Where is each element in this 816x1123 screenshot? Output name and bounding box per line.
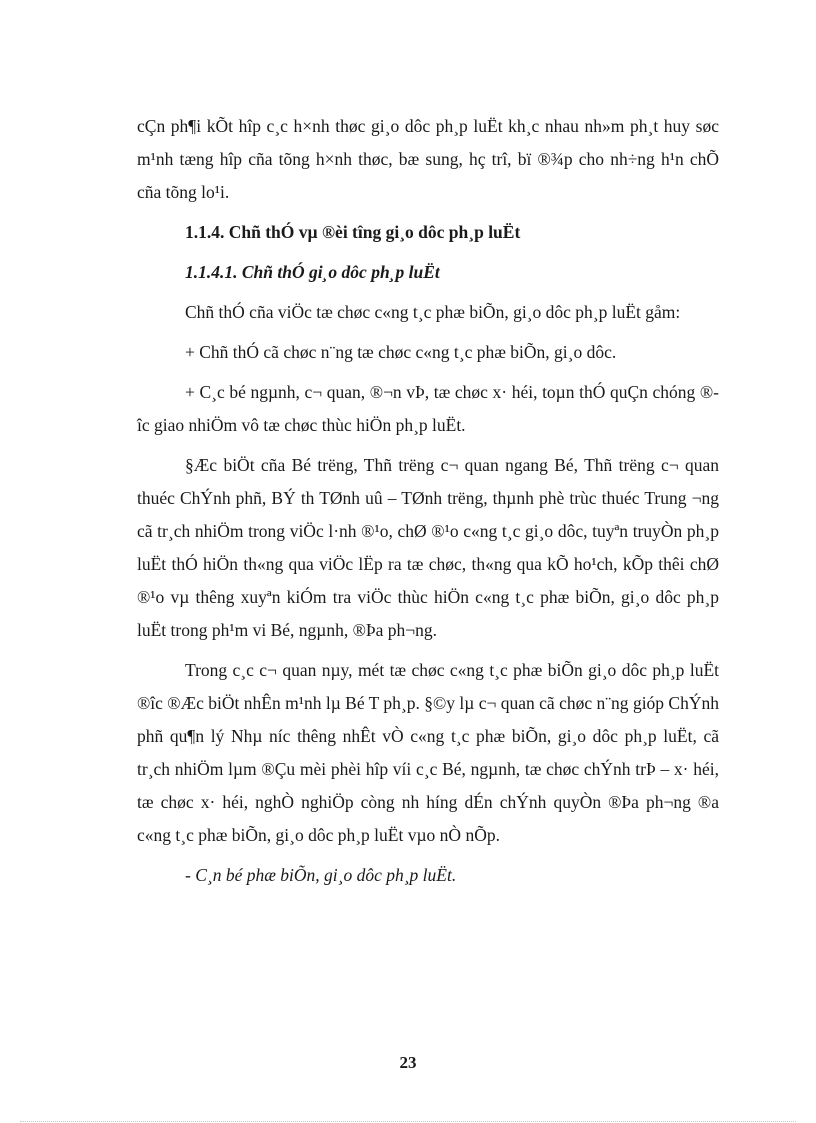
section-heading: 1.1.4. Chñ thÓ vµ ®èi tîng gi¸o dôc ph¸p luËt	[185, 222, 521, 242]
list-item-subject-2: + C¸c bé ngµnh, c¬ quan, ®¬n vÞ, tæ chøc x· héi, toµn thÓ quÇn chóng ®îc giao nhiÖm vô tæ chøc thùc hiÖn ph¸p luËt.	[137, 382, 719, 435]
paragraph-leaders: §Æc biÖt cña Bé trëng, Thñ trëng c¬ quan ngang Bé, Thñ trëng c¬ quan thuéc ChÝnh phñ, BÝ th TØnh uû – TØnh trëng, thµnh phè trùc thuéc Trung ¬ng cã tr¸ch nhiÖm trong viÖc l·nh ®¹o, chØ ®¹o c«ng t¸c gi¸o dôc, tuyªn truyÒn ph¸p luËt thÓ hiÖn th«ng qua viÖc lËp ra tæ chøc, th«ng qua kÕ ho¹ch, kÕp thêi chØ ®¹o vµ thêng xuyªn kiÓm tra viÖc thùc hiÖn c«ng t¸c phæ biÕn, gi¸o dôc ph¸p luËt trong ph¹m vi Bé, ngµnh, ®Þa ph¬ng.	[137, 455, 719, 640]
footer-divider	[20, 1121, 796, 1122]
page-number: 23	[399, 1053, 417, 1072]
paragraph-intro: cÇn ph¶i kÕt hîp c¸c h×nh thøc gi¸o dôc ph¸p luËt kh¸c nhau nh»m ph¸t huy søc m¹nh tæng hîp cña tõng h×nh thøc, bæ sung, hç trî, bï ®¾p cho nh÷ng h¹n chÕ cña tõng lo¹i.	[137, 116, 719, 202]
list-item-officers: - C¸n bé phæ biÕn, gi¸o dôc ph¸p luËt.	[185, 865, 457, 885]
subsection-heading: 1.1.4.1. Chñ thÓ gi¸o dôc ph¸p luËt	[185, 262, 440, 282]
page-body	[137, 110, 719, 892]
paragraph-ministry-of-justice: Trong c¸c c¬ quan nµy, mét tæ chøc c«ng t¸c phæ biÕn gi¸o dôc ph¸p luËt ®îc ®Æc biÖt nhÊn m¹nh lµ Bé T ph¸p. §©y lµ c¬ quan cã chøc n¨ng gióp ChÝnh phñ qu¶n lý Nhµ níc thêng nhÊt vÒ c«ng t¸c phæ biÕn, gi¸o dôc ph¸p luËt, cã tr¸ch nhiÖm lµm ®Çu mèi phèi hîp víi c¸c Bé, ngµnh, tæ chøc chÝnh trÞ – x· héi, tæ chøc x· héi, nghÒ nghiÖp còng nh híng dÉn chÝnh quyÒn ®Þa ph¬ng ®a c«ng t¸c phæ biÕn, gi¸o dôc ph¸p luËt vµo nÒ nÕp.	[137, 660, 719, 845]
list-item-subject-1: + Chñ thÓ cã chøc n¨ng tæ chøc c«ng t¸c phæ biÕn, gi¸o dôc.	[185, 342, 617, 362]
paragraph-subjects: Chñ thÓ cña viÖc tæ chøc c«ng t¸c phæ biÕn, gi¸o dôc ph¸p luËt gåm:	[185, 302, 681, 322]
